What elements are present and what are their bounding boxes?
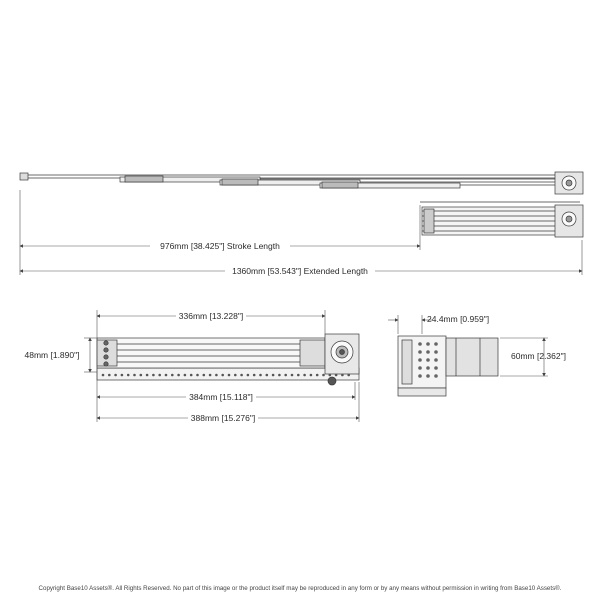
rail-hole: [291, 374, 294, 377]
mounting-hole: [426, 350, 430, 354]
rail-hole: [196, 374, 199, 377]
rail-hole: [102, 374, 105, 377]
rail-hole: [215, 374, 218, 377]
rail-hole: [316, 374, 319, 377]
mounting-hole: [434, 342, 438, 346]
extended-length-label: 1360mm [53.543"] Extended Length: [232, 266, 368, 276]
rail-hole: [171, 374, 174, 377]
rail-hole: [329, 374, 332, 377]
rail-hole: [253, 374, 256, 377]
rail-hole: [278, 374, 281, 377]
rail-hole: [266, 374, 269, 377]
mounting-hole: [426, 342, 430, 346]
rail-hole: [259, 374, 262, 377]
motor-offset-label: 24.4mm [0.959"]: [427, 314, 490, 324]
mounting-hole: [434, 374, 438, 378]
mounting-hole: [418, 358, 422, 362]
retracted-actuator-view: [97, 334, 359, 385]
rail-hole: [347, 374, 350, 377]
rail-hole: [335, 374, 338, 377]
rail-hole: [322, 374, 325, 377]
mounting-hole: [418, 374, 422, 378]
rail-hole: [228, 374, 231, 377]
mounting-hole: [434, 366, 438, 370]
retracted-length-label: 336mm [13.228"]: [178, 311, 244, 321]
rail-length-label: 384mm [15.118"]: [189, 392, 253, 402]
overall-length-label: 388mm [15.276"]: [190, 413, 256, 423]
mounting-hole: [434, 350, 438, 354]
rail-hole: [310, 374, 313, 377]
mounting-hole: [426, 366, 430, 370]
rail-hole: [247, 374, 250, 377]
rail-hole: [146, 374, 149, 377]
mounting-hole: [418, 366, 422, 370]
rail-hole: [221, 374, 224, 377]
height-label: 48mm [1.890"]: [24, 350, 80, 360]
rail-hole: [341, 374, 344, 377]
rail-hole: [121, 374, 124, 377]
rail-hole: [272, 374, 275, 377]
mounting-hole: [434, 358, 438, 362]
mounting-hole: [418, 342, 422, 346]
mounting-hole: [418, 350, 422, 354]
rail-hole: [127, 374, 130, 377]
rail-hole: [158, 374, 161, 377]
rail-hole: [284, 374, 287, 377]
rail-hole: [184, 374, 187, 377]
rail-hole: [203, 374, 206, 377]
rail-hole: [240, 374, 243, 377]
rail-hole: [165, 374, 168, 377]
rail-hole: [177, 374, 180, 377]
rail-hole: [190, 374, 193, 377]
rail-hole: [303, 374, 306, 377]
extended-actuator-view: [20, 172, 583, 237]
end-view: [398, 336, 498, 396]
mounting-hole: [426, 374, 430, 378]
rail-hole: [234, 374, 237, 377]
rail-hole: [140, 374, 143, 377]
motor-height-label: 60mm [2.362"]: [511, 351, 566, 361]
copyright-notice: Copyright Base10 Assets®. All Rights Reserved. No part of this image or the product itself may be reproduced in any form or by any means without permission in writing from Base10 Assets®.: [38, 585, 562, 592]
rail-hole: [108, 374, 111, 377]
mounting-hole: [426, 358, 430, 362]
rail-hole: [152, 374, 155, 377]
rail-hole: [114, 374, 117, 377]
rail-hole: [297, 374, 300, 377]
rail-hole: [209, 374, 212, 377]
rail-hole: [133, 374, 136, 377]
stroke-length-label: 976mm [38.425"] Stroke Length: [160, 241, 280, 251]
